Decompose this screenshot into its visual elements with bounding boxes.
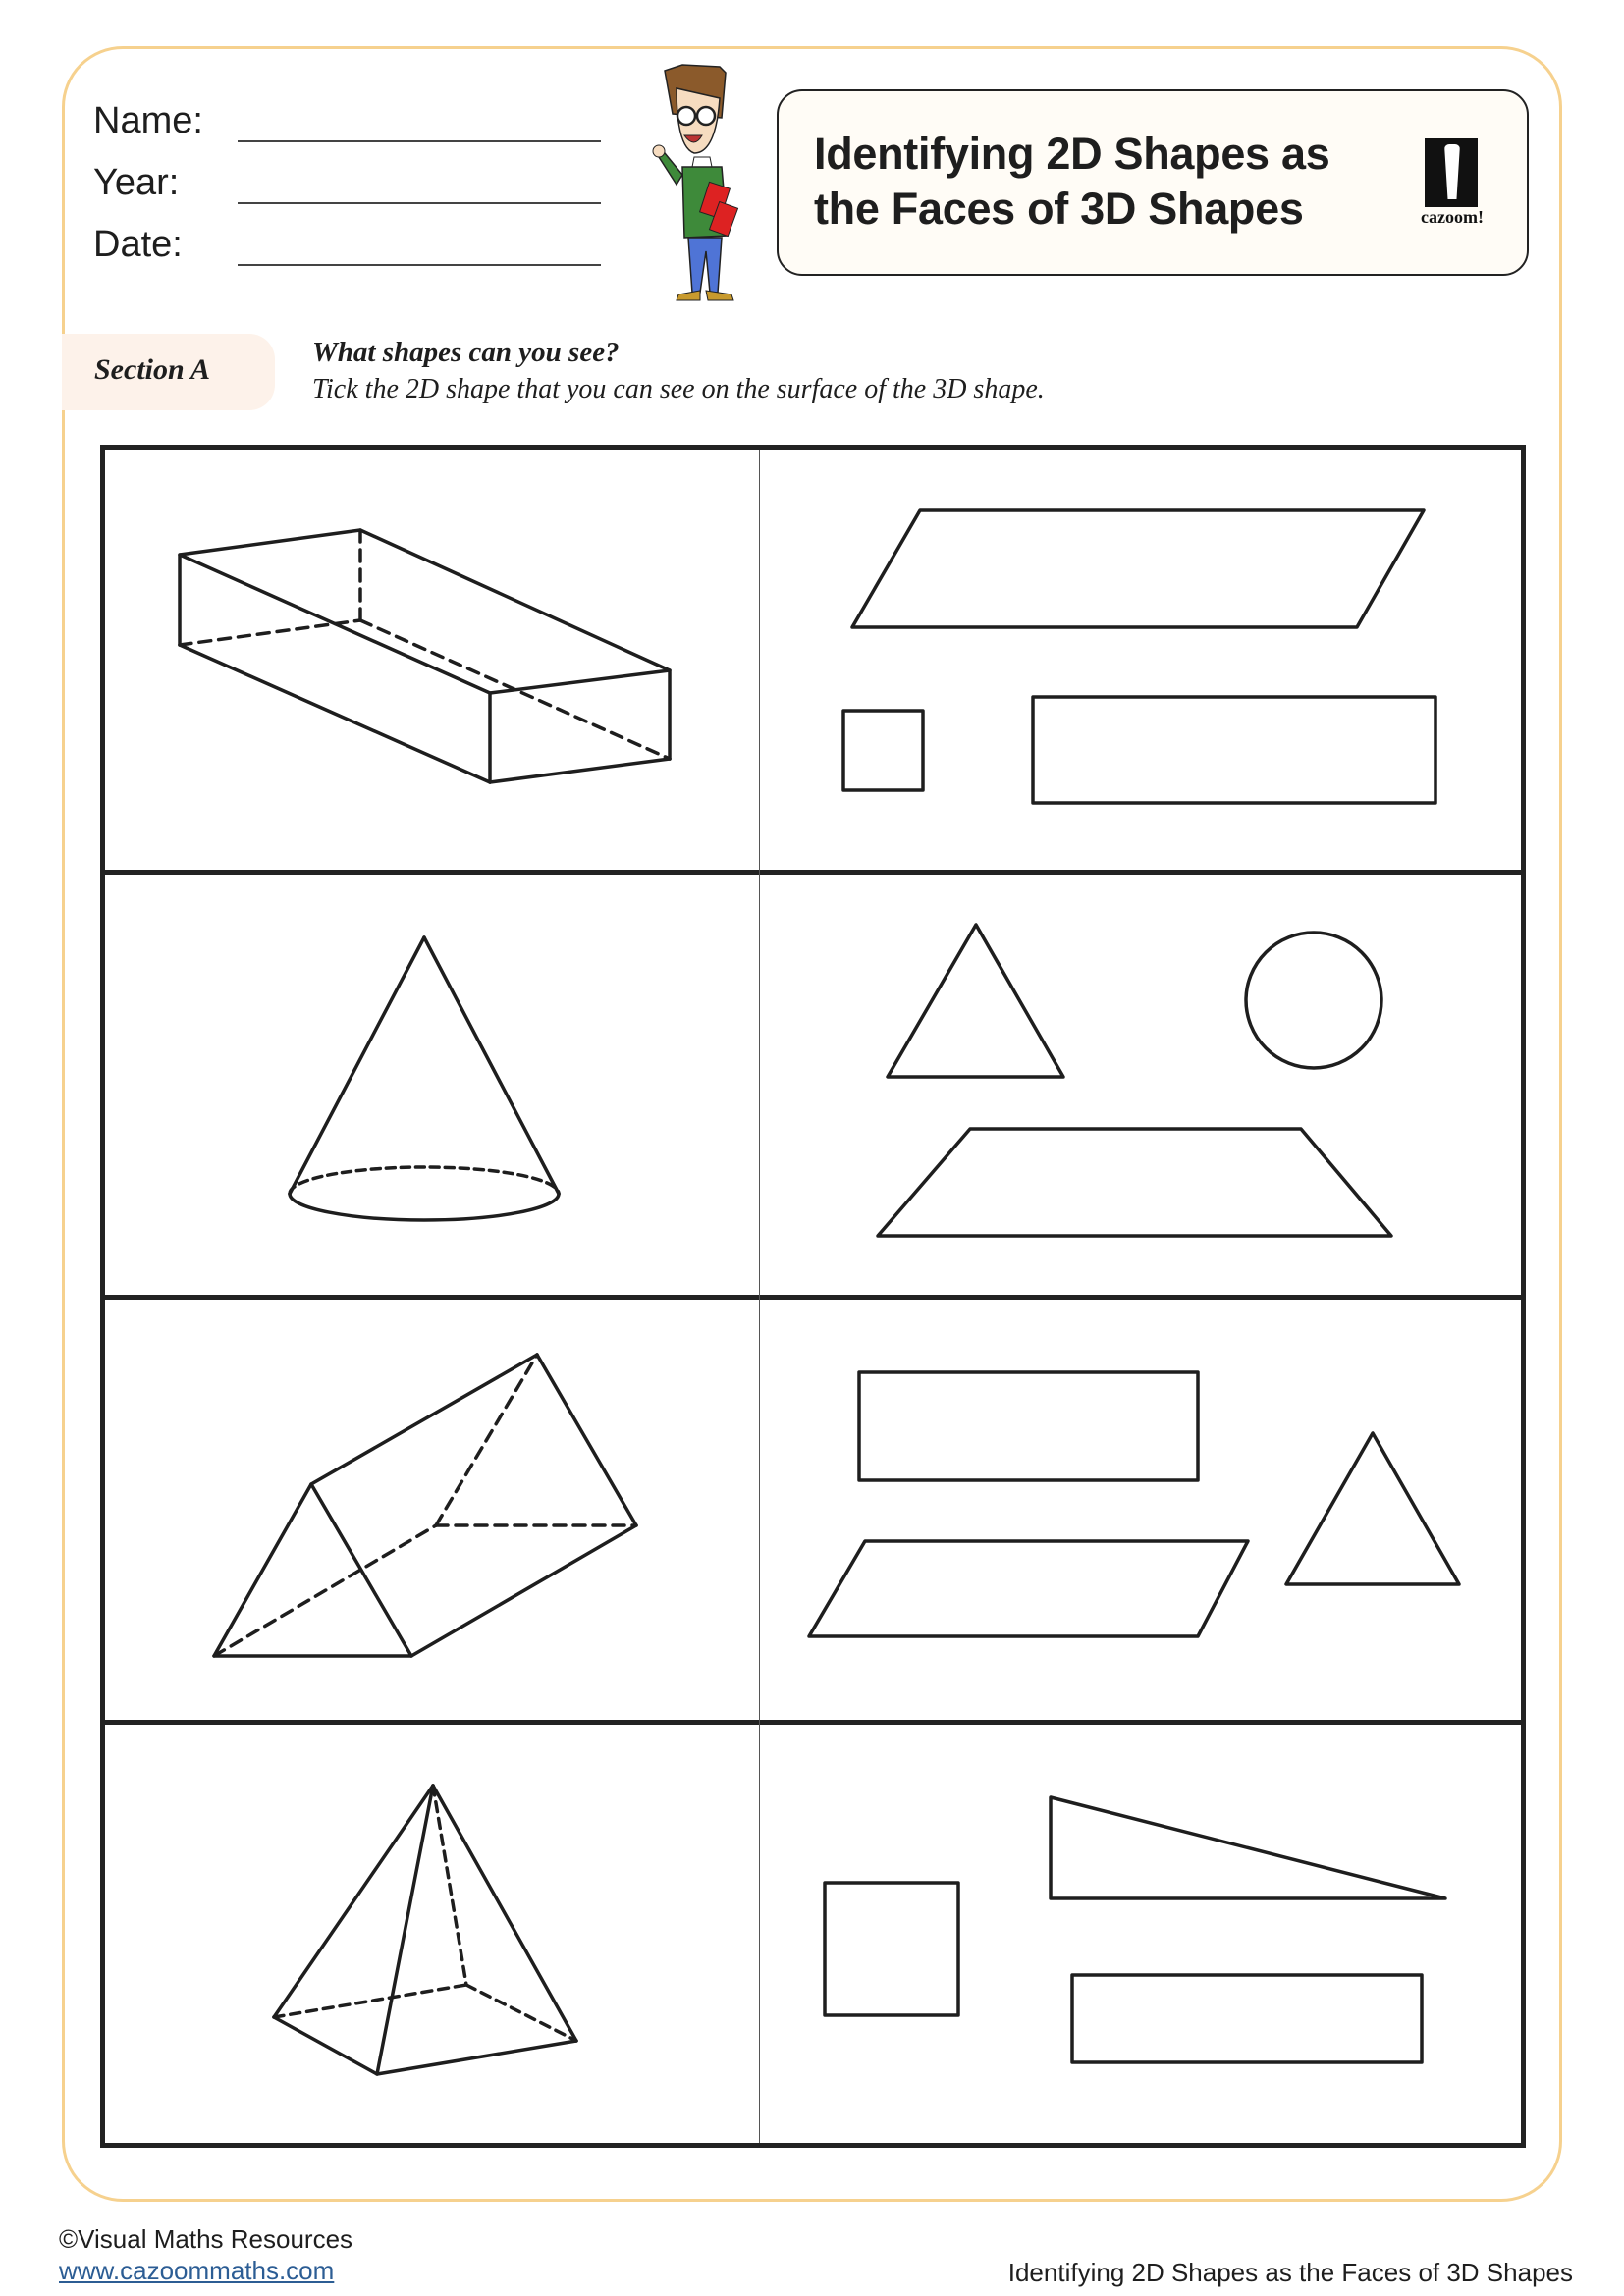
date-label: Date: [93, 224, 183, 265]
row-divider [105, 870, 1521, 875]
cazoom-logo [1417, 138, 1486, 227]
title-line-1: Identifying 2D Shapes as [814, 129, 1330, 179]
logo-text: cazoom! [1421, 207, 1484, 227]
title-line-2: the Faces of 3D Shapes [814, 184, 1304, 234]
name-label: Name: [93, 100, 203, 141]
row-divider [105, 1720, 1521, 1725]
question-title: What shapes can you see? [312, 337, 620, 368]
section-badge [62, 334, 275, 410]
year-field[interactable] [238, 202, 601, 204]
name-field[interactable] [238, 140, 601, 142]
row-divider [105, 1295, 1521, 1300]
column-divider [759, 450, 760, 2143]
cup-icon [1425, 138, 1478, 207]
copyright-text: ©Visual Maths Resources [59, 2224, 353, 2254]
question-instruction: Tick the 2D shape that you can see on the surface of the 3D shape. [312, 374, 1045, 404]
footer-doc-title: Identifying 2D Shapes as the Faces of 3D Shapes [1007, 2258, 1573, 2287]
section-label: Section A [94, 353, 211, 386]
year-label: Year: [93, 162, 180, 203]
question-table [100, 445, 1526, 2148]
website-link[interactable]: www.cazoommaths.com [59, 2256, 335, 2285]
title-box [777, 89, 1529, 276]
teacher-mascot-icon [643, 59, 741, 309]
date-field[interactable] [238, 264, 601, 266]
